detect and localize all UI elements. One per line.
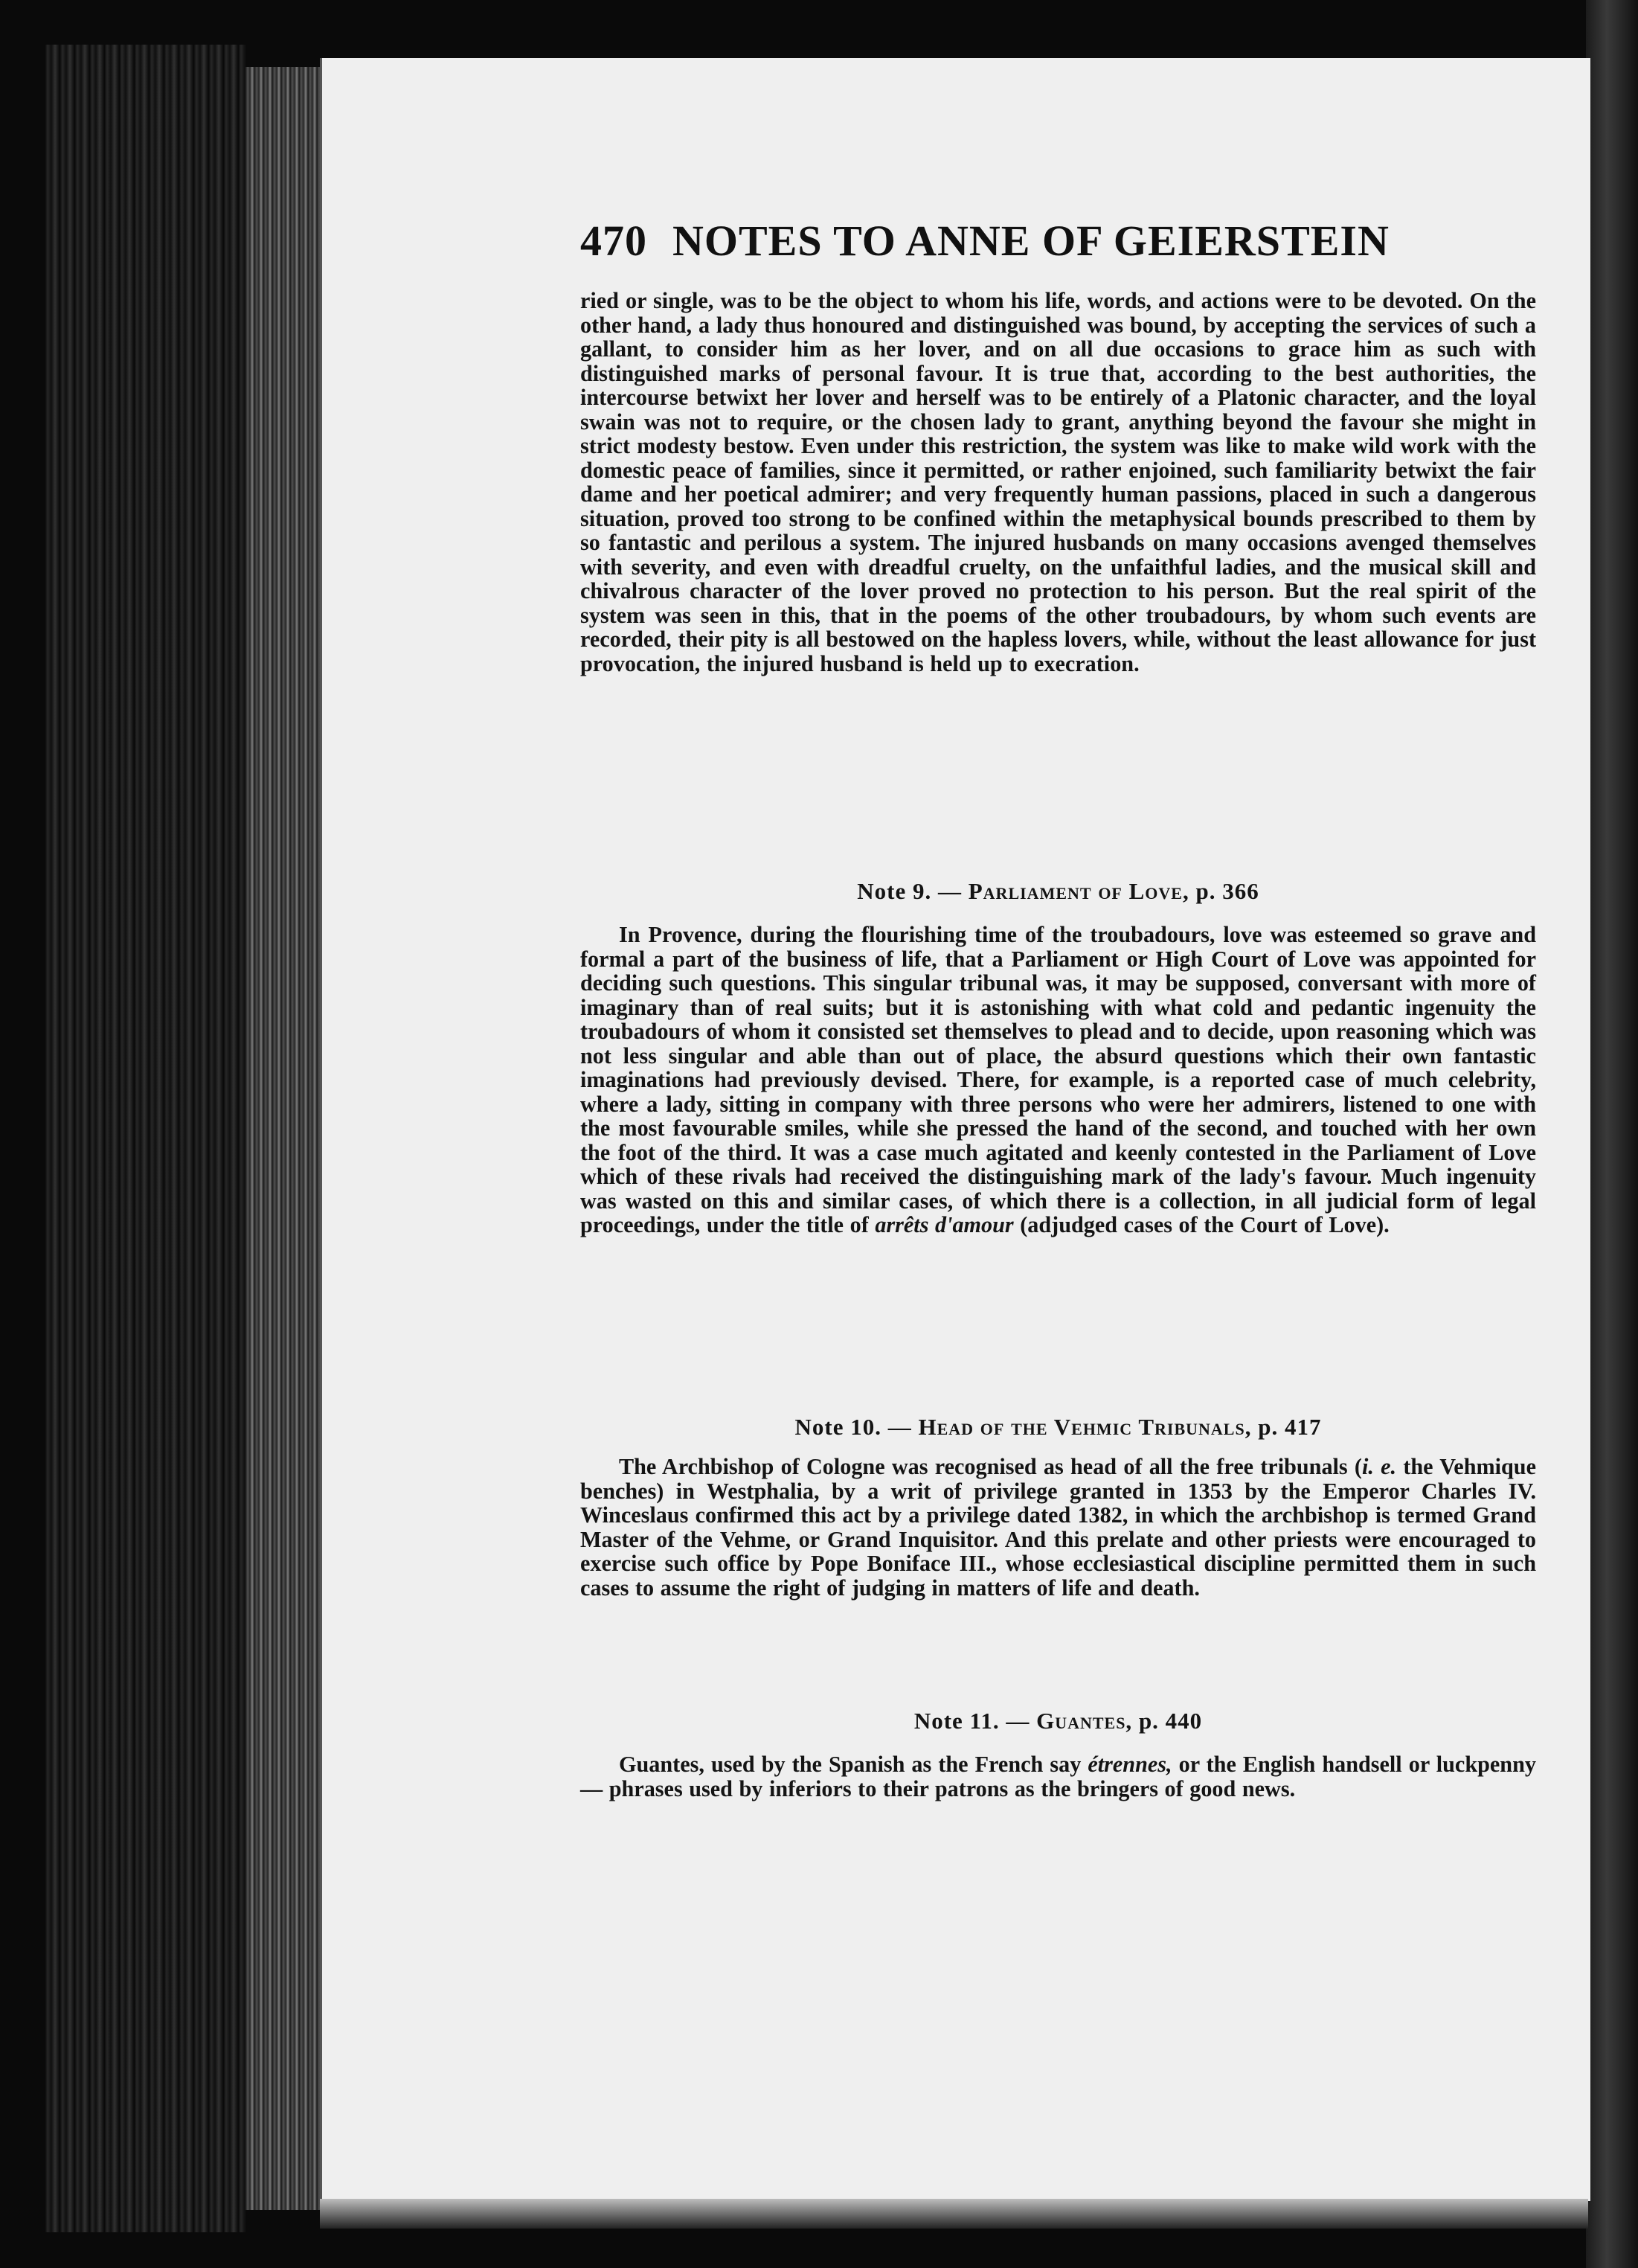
right-scan-edge — [1586, 0, 1638, 2268]
note-9-text: In Provence, during the flourishing time of the troubadours, love was esteemed so grave and formal a part of the business of life, that a Parliament or High Court of Love was appointed for deciding such questions. This singular tribunal was, it may be supposed, conversant with more of imaginary than of real suits; but it is astonishing with what cold and pedantic ingenuity the troubadours of whom it consisted set themselves to plead and to decide, upon reasoning which was not less singular and able than out of place, the absurd questions which their own fantastic imaginations had previously devised. There, for example, is a reported case of much celebrity, where a lady, sitting in company with three persons who were her admirers, listened to one with the most favourable smiles, while she pressed the hand of the second, and touched with her own the foot of the third. It was a case much agitated and keenly contested in the Parliament of Love which of these rivals had received the distinguishing mark of the lady's favour. Much ingenuity was wasted on this and similar cases, of which there is a collection, in all judicial form of legal proceedings, under the title of — [580, 922, 1536, 1237]
note-9-text-end: (adjudged cases of the Court of Love). — [1013, 1212, 1390, 1237]
note-10-page: p. 417 — [1258, 1414, 1322, 1440]
continuation-paragraph — [580, 289, 1536, 676]
note-9-body — [580, 923, 1536, 1237]
book-page-edges — [245, 67, 320, 2210]
page-bottom-edge — [320, 2199, 1588, 2229]
page-number: 470 — [580, 217, 647, 265]
note-9-page: p. 366 — [1195, 878, 1259, 904]
note-11-number: Note 11. — — [913, 1708, 1030, 1734]
note-10-body — [580, 1455, 1536, 1600]
running-title: NOTES TO ANNE OF GEIERSTEIN — [672, 217, 1390, 265]
note-11-text-end: or the English handsell or luckpenny — phrases used by inferiors to their patrons as the bringers of good news. — [580, 1752, 1536, 1801]
running-header — [580, 216, 1421, 275]
note-11-title: Guantes, — [1036, 1708, 1133, 1734]
note-11-text: Guantes, used by the Spanish as the French say — [619, 1752, 1088, 1777]
note-9-number: Note 9. — — [857, 878, 962, 904]
book-binding-shadow — [45, 45, 245, 2232]
note-11-page: p. 440 — [1138, 1708, 1203, 1734]
note-10-heading — [580, 1414, 1536, 1441]
continuation-text: ried or single, was to be the object to whom his life, words, and actions were to be devoted. On the other hand, a lady thus honoured and distinguished was bound, by accepting the services of such a gallant, to consider him as her lover, and on all due occasions to grace him as such with distinguished marks of personal favour. It is true that, according to the best authorities, the intercourse betwixt her lover and herself was to be entirely of a Platonic character, and the loyal swain was not to require, or the chosen lady to grant, anything beyond the favour she might in strict modesty bestow. Even under this restriction, the system was like to make wild work with the domestic peace of families, since it permitted, or rather enjoined, such familiarity betwixt the fair dame and her poetical admirer; and very frequently human passions, placed in such a dangerous situation, proved too strong to be confined within the metaphysical bounds prescribed to them by so fantastic and perilous a system. The injured husbands on many occasions avenged themselves with severity, and even with dreadful cruelty, on the unfaithful ladies, and the musical skill and chivalrous character of the lover proved no protection to his person. But the real spirit of the system was seen in this, that in the poems of the other troubadours, by whom such events are recorded, their pity is all bestowed on the hapless lovers, while, without the least allowance for just provocation, the injured husband is held up to execration. — [580, 288, 1536, 676]
note-10-italic: i. e. — [1361, 1454, 1397, 1479]
note-10-text: The Archbishop of Cologne was recognised as head of all the free tribunals ( — [619, 1454, 1362, 1479]
note-10-text-end: the Vehmique benches) in Westphalia, by a writ of privilege granted in 1353 by the Emperor Charles IV. Winceslaus confirmed this act by a privilege dated 1382, in which the archbishop is termed Grand Master of the Vehme, or Grand Inquisitor. And this prelate and other priests were encouraged to exercise such office by Pope Boniface III., whose ecclesiastical discipline permitted them in such cases to assume the right of judging in matters of life and death. — [580, 1454, 1536, 1601]
note-9-title: Parliament of Love, — [968, 878, 1189, 904]
note-9-italic: arrêts d'amour — [875, 1212, 1014, 1237]
note-9-heading — [580, 878, 1536, 905]
note-11-body — [580, 1752, 1536, 1801]
note-10-title: Head of the Vehmic Tribunals, — [918, 1414, 1252, 1440]
note-11-italic: étrennes, — [1088, 1752, 1172, 1777]
note-10-number: Note 10. — — [794, 1414, 912, 1440]
note-11-heading — [580, 1708, 1536, 1734]
